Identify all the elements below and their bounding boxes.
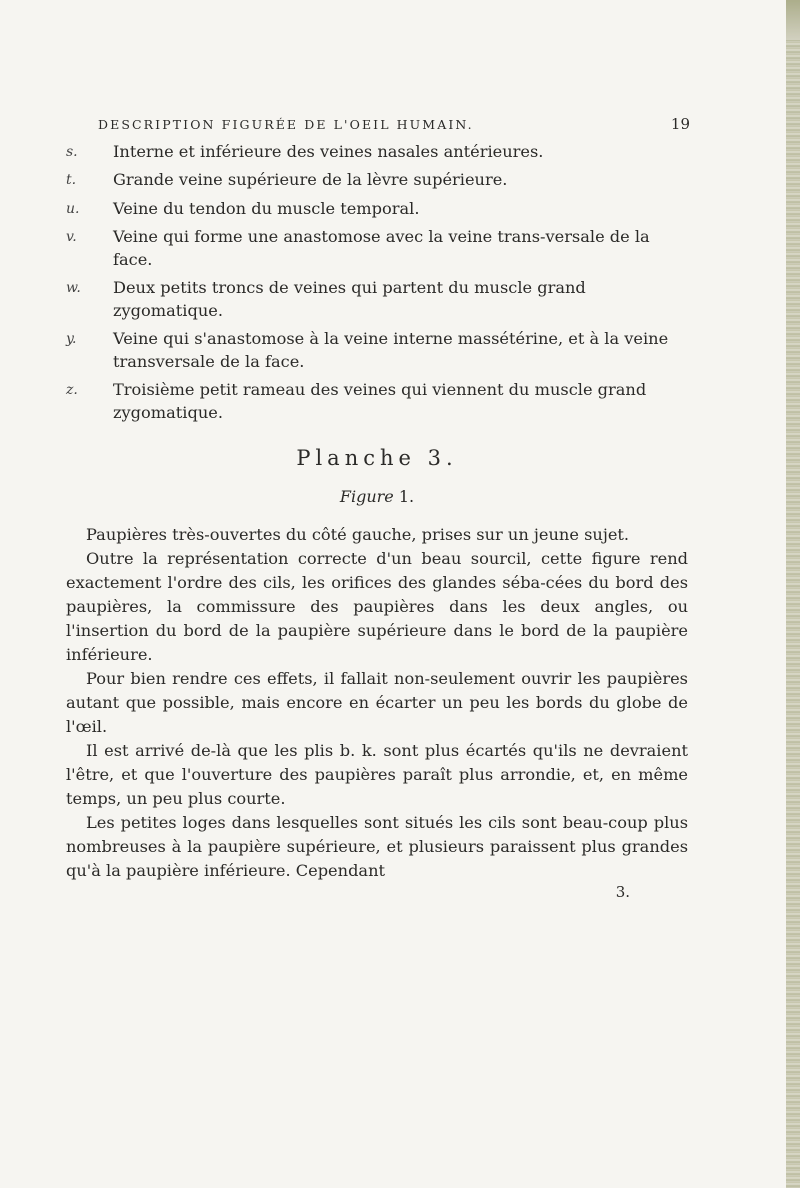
entry-letter: t. bbox=[66, 172, 77, 189]
paragraph: Pour bien rendre ces effets, il fallait non-seulement ouvrir les paupières autant que possible, mais encore en écarter un peu les bords du globe de l'œil. bbox=[66, 668, 688, 736]
figure-number: 1. bbox=[398, 486, 415, 506]
document-page bbox=[66, 117, 688, 901]
paragraph: Les petites loges dans lesquelles sont situés les cils sont beau-coup plus nombreuses à la paupière supérieure, et plusieurs paraissent plus grandes qu'à la paupière inférieure. Cependant bbox=[66, 812, 688, 880]
legend-entry bbox=[66, 226, 688, 272]
entry-text: Veine qui forme une anastomose avec la veine trans-versale de la face. bbox=[113, 226, 650, 269]
legend-entry bbox=[66, 198, 688, 221]
entry-text: Veine qui s'anastomose à la veine interne massétérine, et à la veine transversale de la face. bbox=[113, 329, 669, 371]
paragraph: Paupières très-ouvertes du côté gauche, prises sur un jeune sujet. bbox=[86, 524, 630, 544]
running-head bbox=[98, 117, 688, 139]
entry-letter: w. bbox=[66, 279, 81, 296]
figure-label: Figure bbox=[339, 486, 394, 506]
entry-text: Deux petits troncs de veines qui partent du muscle grand zygomatique. bbox=[113, 277, 586, 320]
paragraph: Il est arrivé de-là que les plis b. k. sont plus écartés qu'ils ne devraient l'être, et que l'ouverture des paupières paraît plus arrondie, et, en même temps, un peu plus courte. bbox=[66, 740, 688, 808]
entry-letter: z. bbox=[66, 382, 78, 399]
page-edge bbox=[786, 0, 800, 1188]
legend-entry bbox=[66, 328, 688, 374]
entry-letter: y. bbox=[66, 331, 77, 348]
entry-letter: u. bbox=[66, 200, 80, 217]
page-number: 19 bbox=[670, 115, 690, 133]
signature-mark: 3. bbox=[615, 882, 630, 901]
legend-entry bbox=[66, 379, 688, 425]
legend-entry bbox=[66, 169, 688, 192]
legend-entry bbox=[66, 141, 688, 164]
entry-text: Grande veine supérieure de la lèvre supérieure. bbox=[113, 170, 508, 190]
entry-text: Interne et inférieure des veines nasales antérieures. bbox=[113, 142, 544, 161]
page-corner bbox=[786, 0, 800, 40]
figure-caption bbox=[66, 486, 688, 508]
plate-title: Planche 3. bbox=[296, 445, 458, 470]
entry-letter: s. bbox=[66, 144, 78, 160]
entry-letter: v. bbox=[66, 228, 77, 245]
legend-entry bbox=[66, 277, 688, 323]
paragraph: Outre la représentation correcte d'un beau sourcil, cette figure rend exactement l'ordre des cils, les orifices des glandes séba-cées du bord des paupières, la commissure des paupières dans les deux angles, ou l'insertion du bord de la paupière supérieure dans le bord de la paupière inférieure. bbox=[66, 548, 688, 664]
entry-text: Veine du tendon du muscle temporal. bbox=[113, 198, 420, 218]
running-title: DESCRIPTION FIGURÉE DE L'OEIL HUMAIN. bbox=[98, 117, 474, 132]
entry-text: Troisième petit rameau des veines qui viennent du muscle grand zygomatique. bbox=[113, 380, 647, 422]
body-text bbox=[66, 523, 688, 883]
legend-entries bbox=[66, 141, 688, 425]
